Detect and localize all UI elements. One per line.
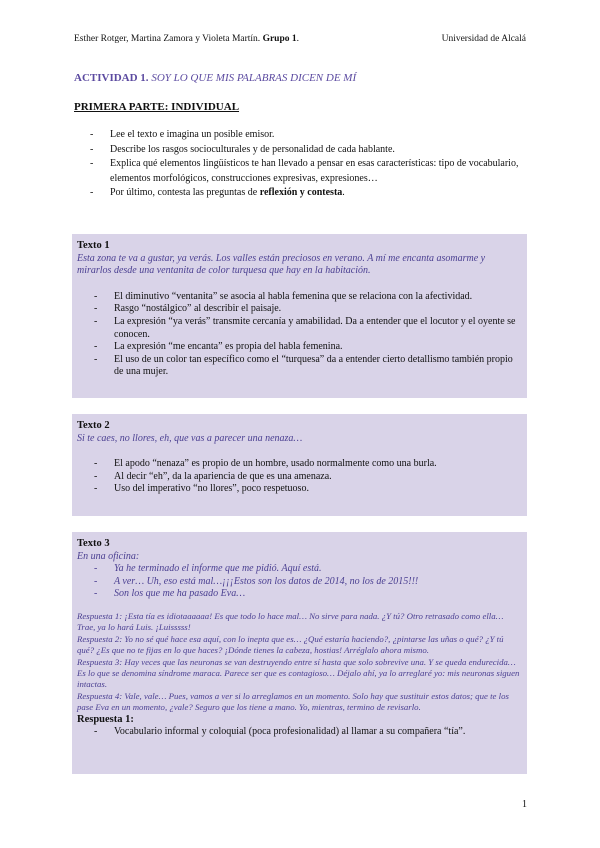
texto-1-points [72, 291, 527, 379]
activity-title [74, 72, 356, 84]
response-4: Respuesta 4: Vale, vale… Pues, vamos a ver si lo arreglamos en un momento. Solo hay que sustituir estos datos; que te los pase Eva en un momento, ¿vale? Seguro que los tiene a mano. Yo, mientras, termino de revisarlo. [77, 690, 509, 713]
response-1: Respuesta 1: ¡Esta tía es idiotaaaaaa! Es que todo lo hace mal… No sirve para nada. ¿Y tú? Otro retrasado como ella… Trae, ya lo hará Luis. ¡Luisssss! [77, 610, 504, 633]
instruction-emphasis: reflexión y contesta [259, 187, 343, 198]
activity-prefix: ACTIVIDAD 1. [74, 72, 149, 84]
instruction-item: - Explica qué elementos lingüísticos te han llevado a pensar en esas características: tipo de vocabulario, elementos morfológicos, construcciones expresivas, expresiones… [90, 157, 530, 186]
list-item: - La expresión “ya verás” transmite cercanía y amabilidad. Da a entender que el locutor y el oyente se conocen. [94, 316, 519, 341]
answer-1-points [72, 726, 527, 739]
texto-2-quote: Si te caes, no llores, eh, que vas a parecer una nenaza… [77, 432, 303, 444]
response-2: Respuesta 2: Yo no sé qué hace esa aquí, con lo inepta que es… ¿Qué estaría haciendo?, ¿pintarse las uñas o qué? ¿Y tú qué? ¿Es que no te fijas en lo que haces? ¡Dónde tienes la cabeza, hostias! Arréglalo ahora mismo. [77, 633, 504, 656]
texto-2-points [72, 458, 527, 496]
texto-1-title: Texto 1 [77, 240, 110, 251]
instruction-item: - Lee el texto e imagina un posible emisor. [90, 128, 530, 143]
texto-2-title: Texto 2 [77, 420, 110, 431]
texto-3-intro: En una oficina: [77, 550, 140, 562]
texto-1-quote: Esta zona te va a gustar, ya verás. Los valles están preciosos en verano. A mí me encanta asomarme y mirarlos desde una ventanita de color turquesa que hay en la habitación. [77, 252, 486, 277]
list-item: - Vocabulario informal y coloquial (poca profesionalidad) al llamar a su compañera “tía”. [94, 726, 519, 739]
texto-1-box [72, 234, 527, 398]
header-group: Grupo 1 [262, 34, 297, 44]
list-item: - Al decir “eh”, da la apariencia de que es una amenaza. [94, 471, 519, 484]
dialogue-line: - A ver… Uh, eso está mal…¡¡¡Estos son los datos de 2014, no los de 2015!!! [94, 576, 519, 589]
list-item: - Rasgo “nostálgico” al describir el paisaje. [94, 303, 519, 316]
texto-3-box [72, 532, 527, 774]
answer-1-title: Respuesta 1: [77, 713, 134, 725]
page-number: 1 [522, 799, 527, 810]
texto-2-box [72, 414, 527, 516]
response-3: Respuesta 3: Hay veces que las neuronas se van destruyendo entre sí hasta que solo sobrevive una. Y se queda endurecida… Es lo que se denomina síndrome maraca. Parece ser que es contagioso… Déjalo ahí, ya lo arreglaré yo: mis neuronas siguen intactas. [77, 656, 520, 690]
list-item: - Uso del imperativo “no llores”, poco respetuoso. [94, 483, 519, 496]
part-title: PRIMERA PARTE: INDIVIDUAL [74, 101, 240, 113]
dialogue-line: - Son los que me ha pasado Eva… [94, 588, 519, 601]
activity-name: SOY LO QUE MIS PALABRAS DICEN DE MÍ [151, 72, 357, 84]
list-item: - La expresión “me encanta” es propia del habla femenina. [94, 341, 519, 354]
texto-3-title: Texto 3 [77, 538, 110, 549]
header-authors: Esther Rotger, Martina Zamora y Violeta Martín. Grupo 1. [74, 34, 299, 44]
instructions-list [90, 128, 530, 201]
list-item: - El diminutivo “ventanita” se asocia al habla femenina que se relaciona con la afectividad. [94, 291, 519, 304]
texto-3-dialogue [72, 563, 527, 601]
dialogue-line: - Ya he terminado el informe que me pidió. Aquí está. [94, 563, 519, 576]
instruction-item: - Describe los rasgos socioculturales y de personalidad de cada hablante. [90, 143, 530, 158]
list-item: - El apodo “nenaza” es propio de un hombre, usado normalmente como una burla. [94, 458, 519, 471]
list-item: - El uso de un color tan específico como el “turquesa” da a entender cierto detallismo también propio de una mujer. [94, 354, 519, 379]
header-university: Universidad de Alcalá [441, 34, 526, 44]
instruction-item: - Por último, contesta las preguntas de reflexión y contesta. [90, 186, 530, 201]
